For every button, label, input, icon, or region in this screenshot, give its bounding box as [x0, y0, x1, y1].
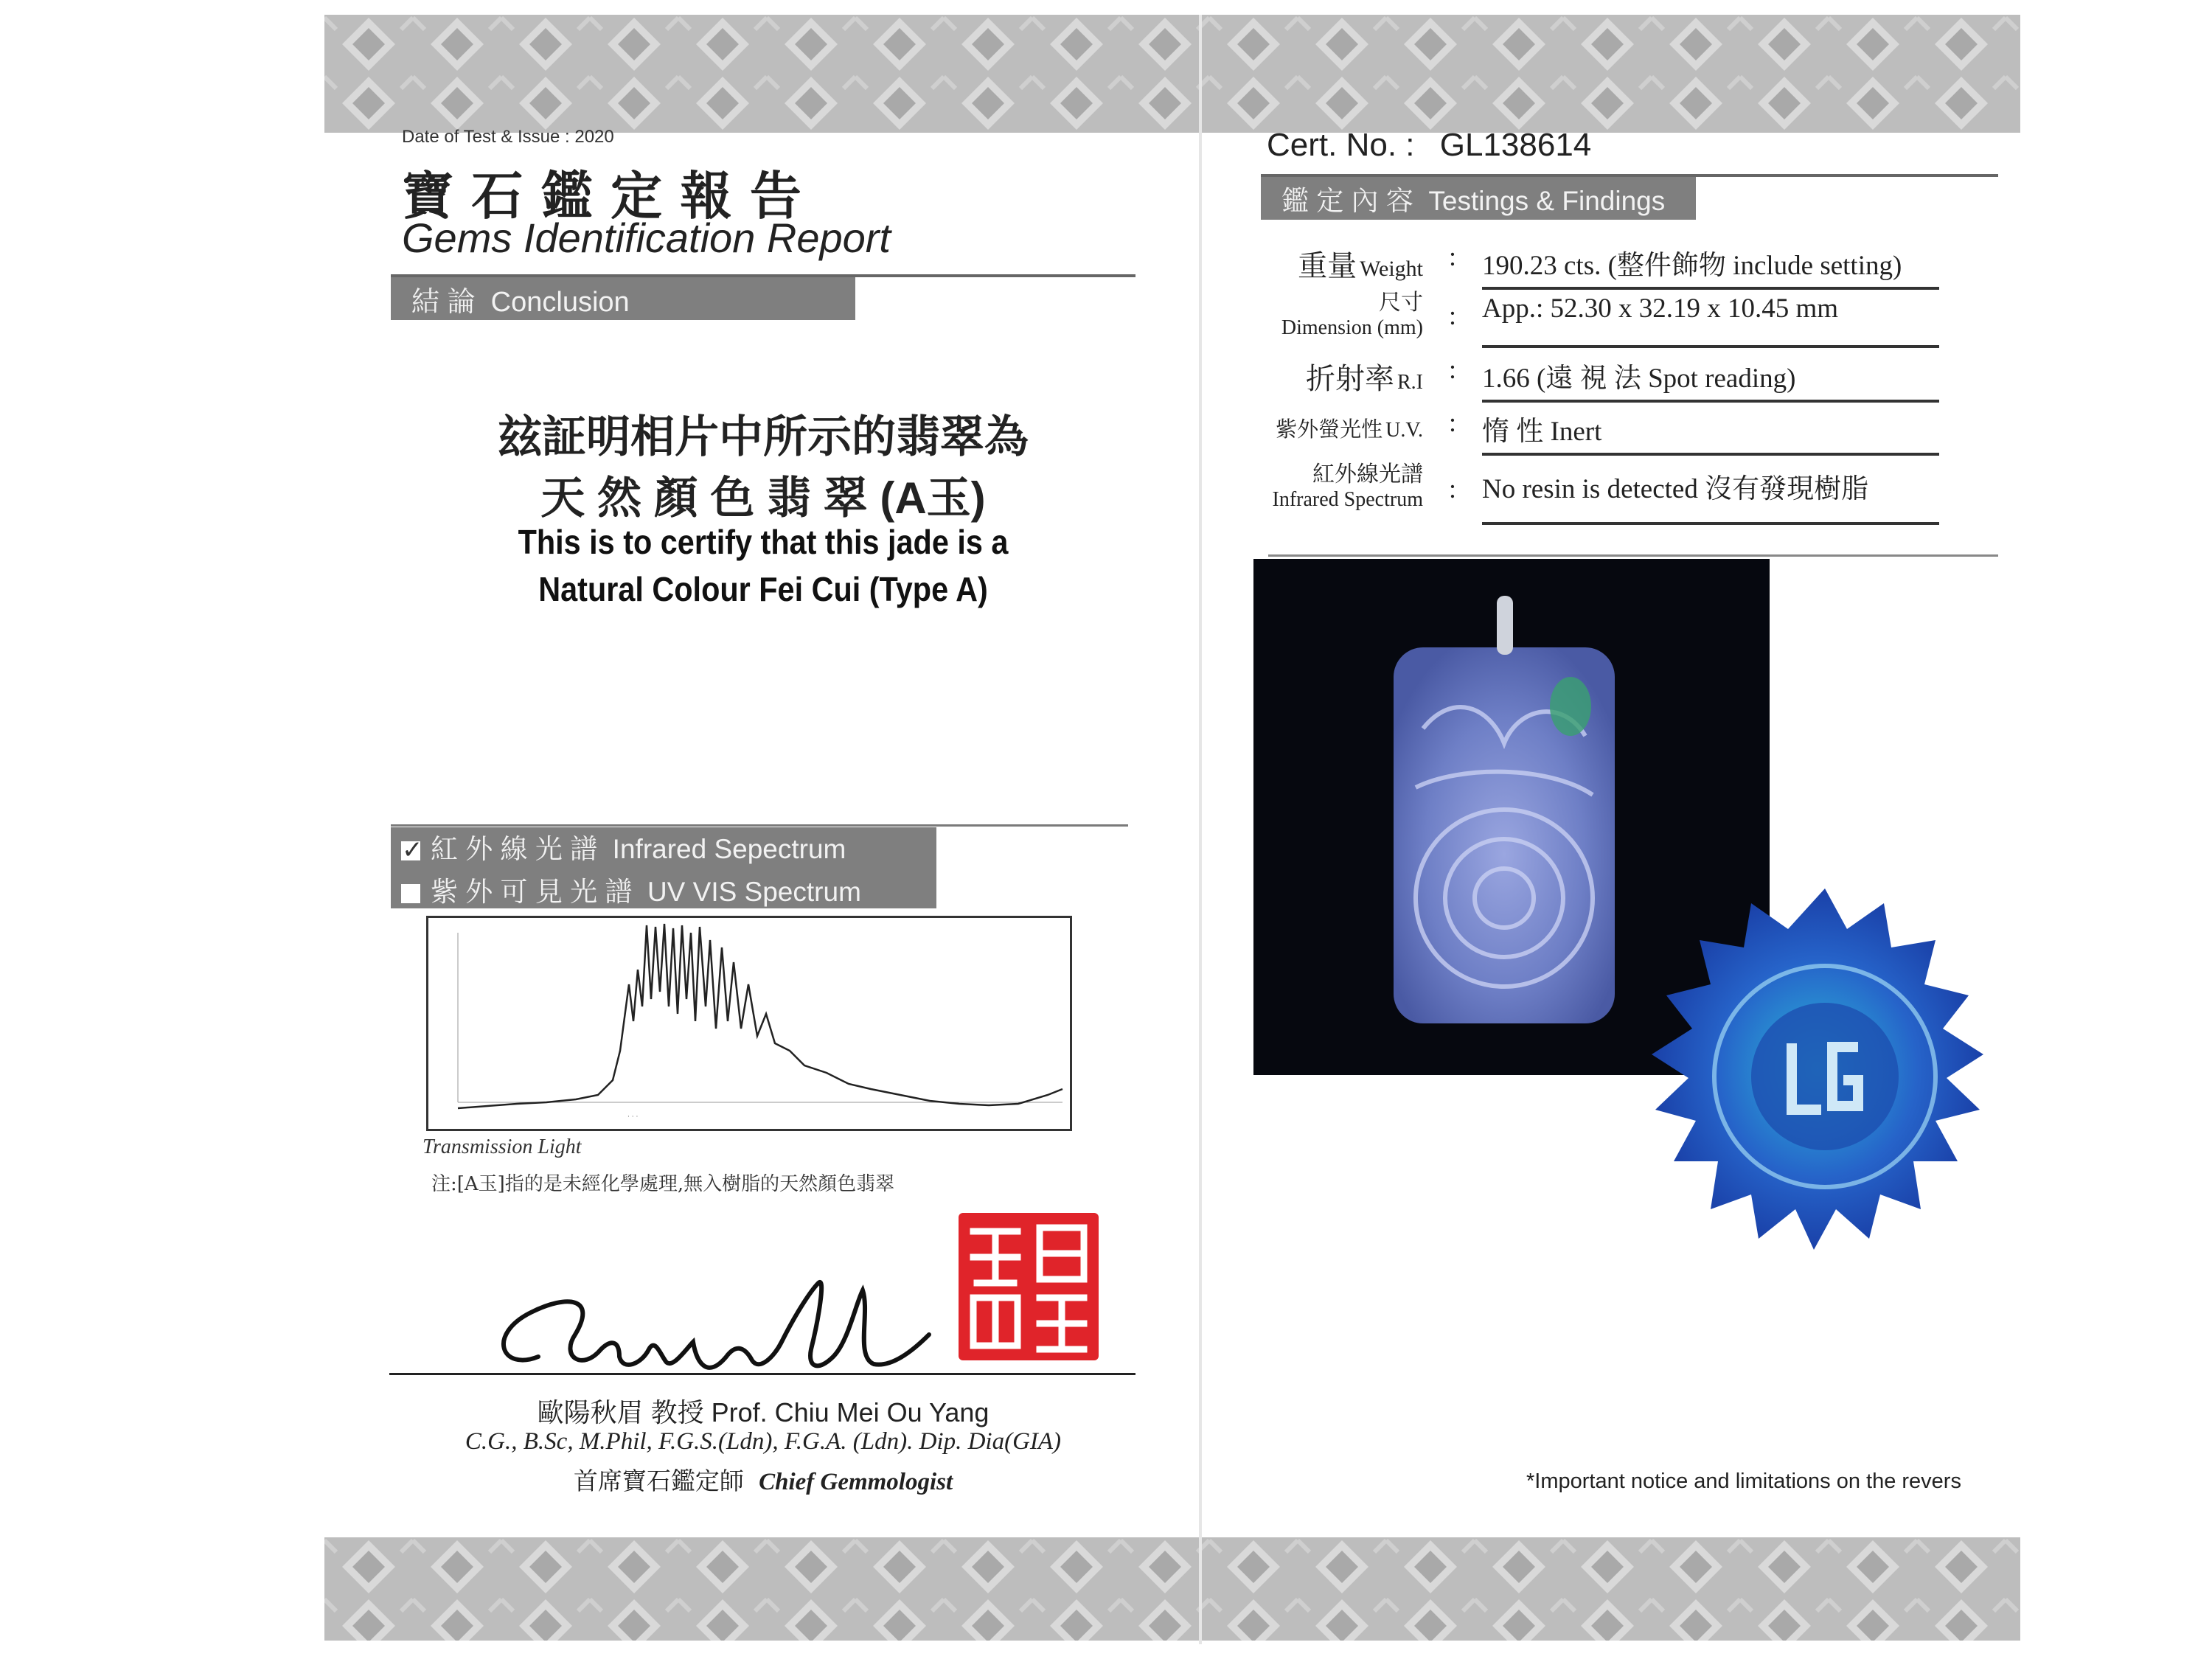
conclusion-tab-label: 結 論 Conclusion: [411, 286, 630, 318]
field-uv: [1253, 406, 1939, 457]
spectrum-tab: [391, 827, 936, 908]
ri-colon: :: [1449, 355, 1457, 384]
signer-role: [391, 1462, 1135, 1497]
infrared-spectrum-graph: [426, 916, 1072, 1131]
field-dimension: [1253, 284, 1939, 343]
dimension-value: App.: 52.30 x 32.19 x 10.45 mm: [1482, 293, 1939, 348]
signer-credentials: C.G., B.Sc, M.Phil, F.G.S.(Ldn), F.G.A. (Ldn). Dip. Dia(GIA): [465, 1428, 1062, 1455]
center-fold: [1199, 15, 1202, 1644]
dimension-label-en: Dimension (mm): [1281, 316, 1423, 339]
ri-label-cn: 折射率: [1306, 362, 1394, 395]
report-title-cn: 寶 石 鑑 定 報 告: [402, 165, 801, 226]
ri-label-en: R.I: [1397, 371, 1423, 394]
certify-en-line-1: This is to certify that this jade is a: [518, 523, 1009, 561]
weight-value: 190.23 cts. (整件飾物 include setting): [1482, 243, 1939, 290]
cert-number-label: Cert. No. :: [1267, 127, 1415, 163]
weight-colon: :: [1449, 242, 1457, 271]
findings-tab: [1261, 177, 1696, 220]
spectrum-caption: Transmission Light: [422, 1135, 582, 1158]
hologram-seal: [1633, 885, 2017, 1268]
svg-text:· · ·: · · ·: [627, 1113, 639, 1121]
type-a-note: 注:[A玉]指的是未經化學處理,無入樹脂的天然顏色翡翠: [431, 1173, 895, 1195]
signer-role-cn: 首席寶石鑑定師: [573, 1469, 744, 1495]
signer-name: 歐陽秋眉 教授 Prof. Chiu Mei Ou Yang: [537, 1397, 990, 1427]
dimension-colon: :: [1449, 301, 1457, 330]
ri-value: 1.66 (遠 視 法 Spot reading): [1482, 355, 1939, 403]
uv-colon: :: [1449, 408, 1457, 437]
certify-en-line-2: Natural Colour Fei Cui (Type A): [538, 570, 988, 608]
spectrum-option-infrared: ✓紅 外 線 光 譜 Infrared Sepectrum: [401, 827, 846, 866]
weight-label-en: Weight: [1360, 257, 1423, 281]
uv-label-en: U.V.: [1385, 419, 1423, 442]
infrared-label-cn: 紅外線光譜: [1312, 462, 1423, 487]
infrared-colon: :: [1449, 474, 1457, 504]
bottom-pattern-band: [324, 1537, 2020, 1641]
top-pattern-band: [324, 15, 2020, 133]
signature-rule: [389, 1373, 1135, 1375]
field-infrared: [1253, 456, 1939, 522]
report-title-en: Gems Identification Report: [402, 215, 891, 261]
cert-number: GL138614: [1439, 127, 1592, 163]
checkbox-empty-icon: [401, 884, 420, 903]
weight-label-cn: 重量: [1298, 249, 1357, 282]
field-refractive-index: [1253, 352, 1939, 404]
cert-number-line: [1267, 127, 1591, 164]
signature-image: [472, 1268, 1003, 1401]
certify-cn-line-1: 玆証明相片中所示的翡翠為: [498, 412, 1029, 462]
infrared-value: No resin is detected 沒有發現樹脂: [1482, 466, 1939, 525]
checkbox-checked-icon: [401, 841, 420, 860]
dimension-label-cn: 尺寸: [1379, 291, 1423, 315]
important-notice: *Important notice and limitations on the revers: [1526, 1470, 1961, 1493]
uv-label-cn: 紫外螢光性: [1276, 418, 1383, 442]
signer-role-en: Chief Gemmologist: [759, 1469, 953, 1495]
certify-cn-line-2: 天 然 顏 色 翡 翠 (A玉): [540, 473, 986, 523]
infrared-label-en: Infrared Spectrum: [1272, 488, 1423, 511]
findings-bottom-rule: [1268, 554, 1998, 557]
conclusion-tab: [391, 277, 855, 320]
findings-tab-label: 鑑 定 內 容 Testings & Findings: [1281, 186, 1666, 216]
spectrum-option-uvvis: 紫 外 可 見 光 譜 UV VIS Spectrum: [401, 869, 861, 909]
date-line: Date of Test & Issue : 2020: [402, 127, 614, 147]
uv-value: 惰 性 Inert: [1482, 408, 1939, 456]
